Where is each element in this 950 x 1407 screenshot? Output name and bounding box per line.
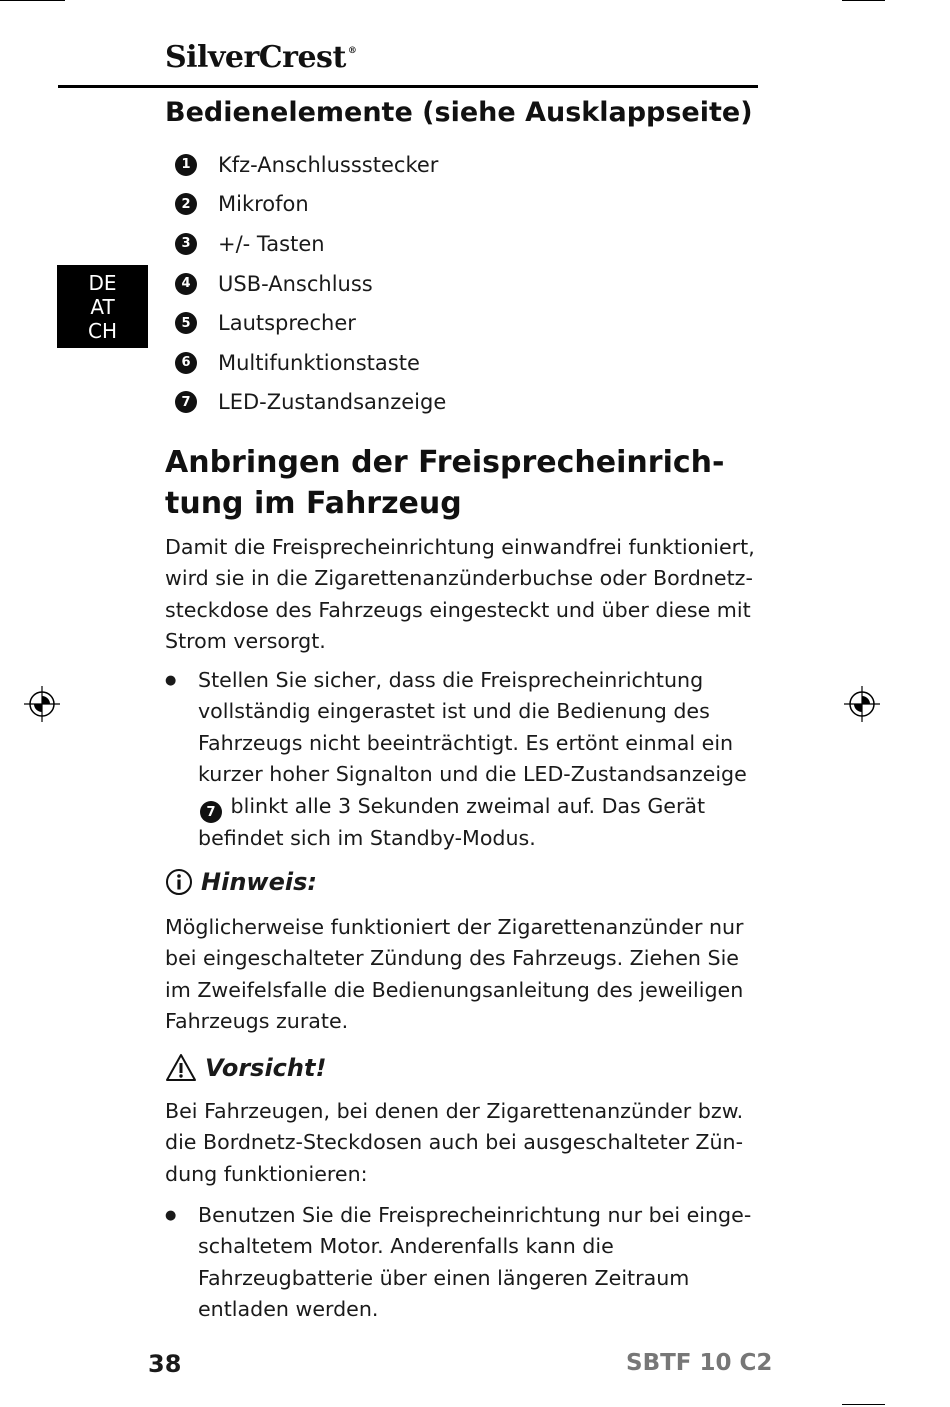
list-item: 2 Mikrofon: [175, 185, 446, 225]
list-item: 6 Multifunktionstaste: [175, 343, 446, 383]
number-badge-icon: 2: [175, 193, 197, 215]
note-heading: Hinweis:: [165, 868, 317, 896]
note-text: Möglicherweise funktioniert der Zigarettenanzünder nur bei eingeschalteter Zündung des Fahrzeugs. Ziehen Sie im Zweifelsfalle die Bedienungsanleitung des jeweiligen Fahrzeugs zurate.: [165, 915, 744, 1034]
number-badge-icon: 7: [200, 801, 222, 823]
list-item: 4 USB-Anschluss: [175, 264, 446, 304]
number-badge-icon: 6: [175, 352, 197, 374]
warning-heading: Vorsicht!: [165, 1053, 326, 1082]
list-item: 5 Lautsprecher: [175, 303, 446, 343]
model-number: SBTF 10 C2: [626, 1350, 773, 1376]
crop-mark-top-left: [0, 0, 65, 1]
page-number: 38: [148, 1350, 182, 1378]
warning-icon: [165, 1053, 197, 1082]
list-item: 3 +/- Tasten: [175, 224, 446, 264]
brand-logo: SilverCrest ®: [165, 40, 357, 75]
crop-mark-bottom-right: [842, 1404, 885, 1405]
bullet-item: ● Stellen Sie sicher, dass die Freisprecheinrichtung vollständig eingerastet ist und die Bedienung des Fahrzeugs nicht beeinträchtigt. Es ertönt einmal ein kurzer hoher Signalton und die LED-Zustandsanzeige 7 blinkt alle 3 Sekunden zweimal auf. Das Gerät befindet sich im Standby-Modus.: [165, 665, 765, 855]
number-badge-icon: 1: [175, 154, 197, 176]
registration-mark-icon: [844, 686, 880, 722]
number-badge-icon: 7: [175, 391, 197, 413]
list-item: 1 Kfz-Anschlussstecker: [175, 145, 446, 185]
bullet-icon: ●: [165, 673, 177, 688]
bullet-item: ● Benutzen Sie die Freisprecheinrichtung nur bei eingeschaltetem Motor. Anderenfalls kann die Fahrzeugbatterie über einen längeren Zeitraum entladen werden.: [165, 1200, 765, 1326]
warning-text: Bei Fahrzeugen, bei denen der Zigarettenanzünder bzw. die Bordnetz-Steckdosen auch bei ausgeschalteter Zündung funktionieren:: [165, 1099, 744, 1186]
crop-mark-top-right: [842, 0, 885, 1]
bullet-icon: ●: [165, 1208, 177, 1223]
section-title-mounting: Anbringen der Freisprecheinrich-tung im Fahrzeug: [165, 445, 725, 521]
number-badge-icon: 5: [175, 312, 197, 334]
number-badge-icon: 3: [175, 233, 197, 255]
section-title-controls: Bedienelemente (siehe Ausklappseite): [165, 97, 753, 128]
list-item: 7 LED-Zustandsanzeige: [175, 383, 446, 423]
language-tab: DE AT CH: [57, 265, 148, 348]
registration-mark-icon: [24, 686, 60, 722]
info-icon: [165, 868, 193, 896]
header-rule: [58, 85, 758, 88]
parts-list: [175, 145, 446, 422]
number-badge-icon: 4: [175, 273, 197, 295]
intro-paragraph: Damit die Freisprecheinrichtung einwandfrei funktioniert, wird sie in die Zigarettenanzünderbuchse oder Bordnetzsteckdose des Fahrzeugs eingesteckt und über diese mit Strom versorgt.: [165, 535, 755, 654]
